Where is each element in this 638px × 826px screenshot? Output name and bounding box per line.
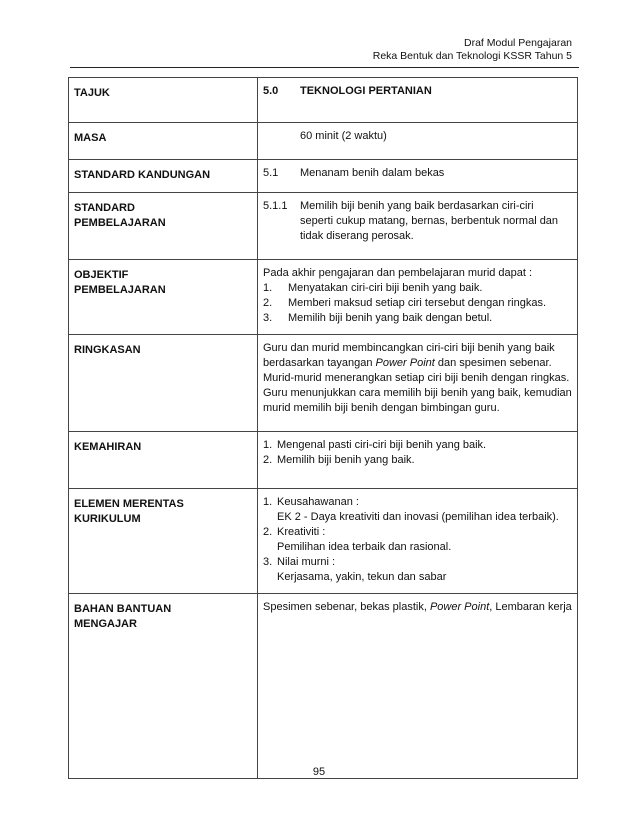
content-kemahiran <box>258 432 578 489</box>
label-masa: MASA <box>69 123 258 160</box>
item-text: Mengenal pasti ciri-ciri biji benih yang baik. <box>277 439 487 451</box>
label-bahan-line-2: MENGAJAR <box>74 618 137 630</box>
content-standard-kandungan <box>258 160 578 193</box>
list-item <box>263 495 572 510</box>
row-objektif <box>69 260 578 335</box>
sp-line-3: tidak diserang perosak. <box>300 230 414 242</box>
objektif-intro: Pada akhir pengajaran dan pembelajaran murid dapat : <box>263 267 533 279</box>
label-ringkasan: RINGKASAN <box>69 335 258 432</box>
item-number: 1. <box>263 496 273 508</box>
label-elemen-line-2: KURIKULUM <box>74 513 141 525</box>
item-text: Memberi maksud setiap ciri tersebut dengan ringkas. <box>288 297 547 309</box>
item-number: 1. <box>263 439 273 451</box>
header-line-2: Reka Bentuk dan Teknologi KSSR Tahun 5 <box>372 50 572 62</box>
row-standard-pembelajaran <box>69 193 578 260</box>
label-sp-line-2: PEMBELAJARAN <box>74 217 166 229</box>
item-number: 2. <box>263 454 273 466</box>
list-item <box>263 281 572 296</box>
label-elemen-line-1: ELEMEN MERENTAS <box>74 498 184 510</box>
content-elemen <box>258 489 578 594</box>
bahan-text-1: Spesimen sebenar, bekas plastik, <box>263 601 430 613</box>
item-text: Nilai murni : <box>277 556 336 568</box>
label-bahan-line-1: BAHAN BANTUAN <box>74 603 172 615</box>
label-kemahiran: KEMAHIRAN <box>69 432 258 489</box>
label-elemen <box>69 489 258 594</box>
item-number: 3. <box>263 556 273 568</box>
label-obj-line-2: PEMBELAJARAN <box>74 284 166 296</box>
row-standard-kandungan <box>69 160 578 193</box>
list-item <box>263 438 572 453</box>
list-item <box>263 453 572 468</box>
label-standard-pembelajaran <box>69 193 258 260</box>
item-number: 2. <box>263 526 273 538</box>
row-ringkasan <box>69 335 578 432</box>
row-tajuk <box>69 78 578 123</box>
tajuk-number: 5.0 <box>263 85 279 97</box>
item-subtext: Pemilihan idea terbaik dan rasional. <box>277 541 452 553</box>
row-bahan-bantuan-mengajar <box>69 594 578 779</box>
page-header <box>373 37 572 63</box>
row-kemahiran <box>69 432 578 489</box>
label-bahan <box>69 594 258 779</box>
row-elemen-merentas-kurikulum <box>69 489 578 594</box>
list-item <box>263 555 572 570</box>
item-number: 3. <box>263 312 273 324</box>
list-item <box>263 311 572 326</box>
bahan-italic: Power Point <box>429 601 490 613</box>
item-text: Memilih biji benih yang baik dengan betul. <box>288 312 493 324</box>
content-masa <box>258 123 578 160</box>
content-tajuk <box>258 78 578 123</box>
item-text: Keusahawanan : <box>277 496 359 508</box>
item-text: Kreativiti : <box>277 526 326 538</box>
sk-number: 5.1 <box>263 167 279 179</box>
list-item <box>263 296 572 311</box>
ringkasan-italic: Power Point <box>375 357 435 369</box>
header-line-1: Draf Modul Pengajaran <box>464 37 572 49</box>
label-sp-line-1: STANDARD <box>74 202 135 214</box>
item-number: 2. <box>263 297 273 309</box>
masa-text: 60 minit (2 waktu) <box>300 130 387 142</box>
lesson-plan-table <box>68 77 578 779</box>
label-standard-kandungan: STANDARD KANDUNGAN <box>69 160 258 193</box>
sp-line-1: Memilih biji benih yang baik berdasarkan ciri-ciri <box>300 200 534 212</box>
tajuk-text: TEKNOLOGI PERTANIAN <box>300 85 432 97</box>
bahan-text-2: , Lembaran kerja <box>489 601 572 613</box>
ringkasan-text-2: dan spesimen sebenar. Murid-murid menerangkan setiap ciri biji benih dengan ringkas. Guru menunjukkan cara memilih biji benih yang baik, kemudian murid memilih biji benih dengan bimbingan guru. <box>263 357 572 414</box>
item-text: Menyatakan ciri-ciri biji benih yang baik. <box>288 282 483 294</box>
item-text: Memilih biji benih yang baik. <box>277 454 415 466</box>
label-obj-line-1: OBJEKTIF <box>74 269 129 281</box>
header-rule <box>70 67 579 68</box>
content-standard-pembelajaran <box>258 193 578 260</box>
list-item <box>263 525 572 540</box>
page-number: 95 <box>312 766 326 778</box>
item-subtext: Kerjasama, yakin, tekun dan sabar <box>277 571 447 583</box>
content-bahan <box>258 594 578 779</box>
item-subtext: EK 2 - Daya kreativiti dan inovasi (pemilihan idea terbaik). <box>277 511 559 523</box>
ringkasan-text-1: Guru dan murid membincangkan ciri-ciri biji benih yang baik berdasarkan tayangan <box>263 342 555 369</box>
row-masa <box>69 123 578 160</box>
label-objektif <box>69 260 258 335</box>
sp-line-2: seperti cukup matang, bernas, berbentuk normal dan <box>300 215 559 227</box>
content-objektif <box>258 260 578 335</box>
label-tajuk: TAJUK <box>69 78 258 123</box>
sp-number: 5.1.1 <box>263 200 288 212</box>
item-number: 1. <box>263 282 273 294</box>
content-ringkasan <box>258 335 578 432</box>
sk-text: Menanam benih dalam bekas <box>300 167 445 179</box>
